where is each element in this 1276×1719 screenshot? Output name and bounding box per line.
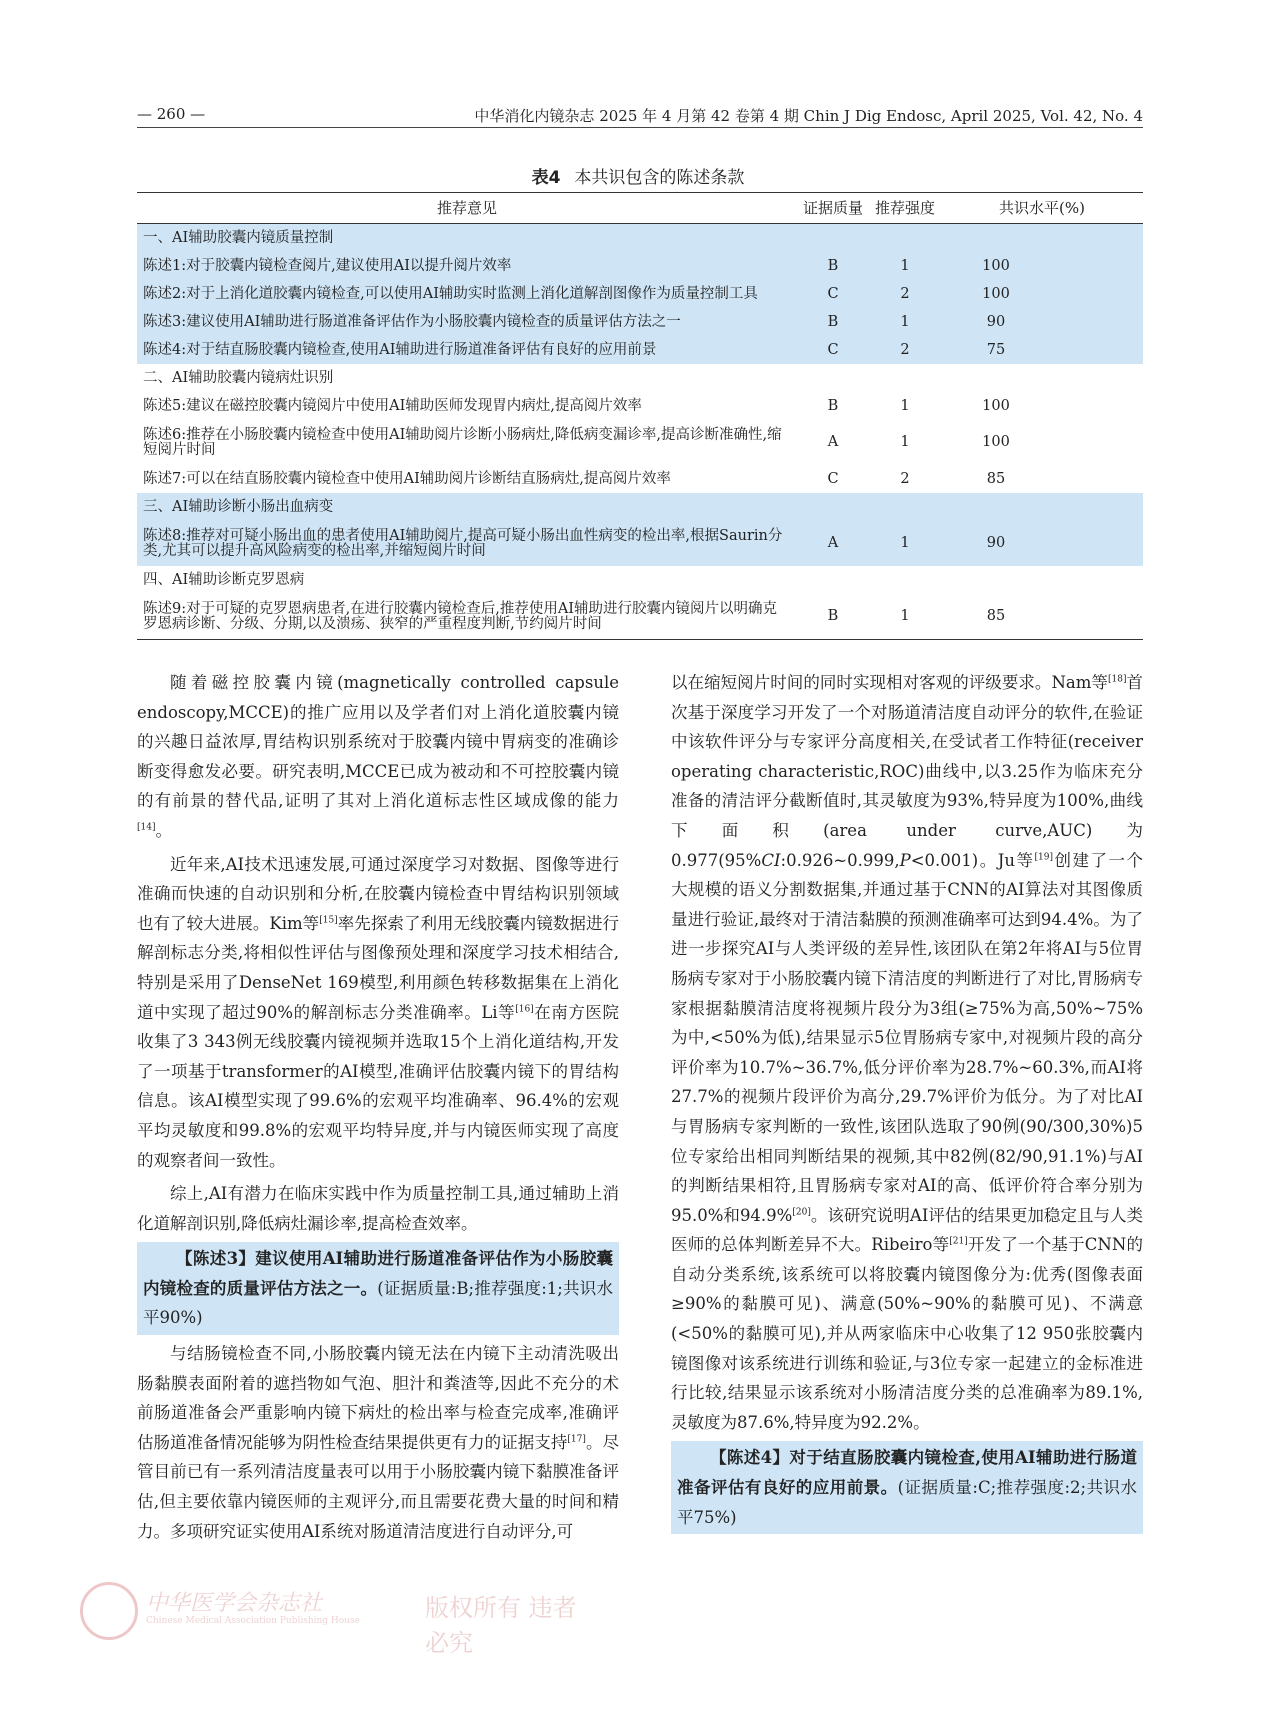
paragraph-text: 首次基于深度学习开发了一个对肠道清洁度自动评分的软件,在验证中该软件评分与专家评分高度相关,在受试者工作特征(receiver operating characteristic,ROC)曲线中,以3.25作为临床充分准备的清洁评分截断值时,其灵敏度为93%,特异度为100%,曲线下面积(area under curve,AUC)为0.977(95% [671,673,1144,870]
statement-text: 陈述9:对于可疑的克罗恩病患者,在进行胶囊内镜检查后,推荐使用AI辅助进行胶囊内镜阅片以明确克罗恩病诊断、分级、分期,以及溃疡、狭窄的严重程度判断,节约阅片时间 [137,594,797,640]
paragraph-text: 。 [155,820,172,840]
citation: [19] [1034,852,1053,863]
statements-table [137,192,1143,640]
recommendation-strength: 1 [869,308,941,336]
right-column [671,668,1143,1538]
evidence-quality: A [827,434,839,450]
publisher-name-en: Chinese Medical Association Publishing House [146,1616,360,1626]
th-evidence-quality: 证据质量 [797,193,869,224]
evidence-quality: C [827,470,839,487]
citation: [14] [137,822,156,833]
evidence-quality: C [797,280,869,308]
paragraph-text: :0.926~0.999, [780,850,900,870]
recommendation-strength: 2 [900,470,910,487]
consensus-level: 100 [982,434,1010,450]
evidence-quality: B [827,397,839,414]
consensus-level: 90 [941,308,1051,336]
running-header [137,101,1143,128]
consensus-level: 100 [941,252,1051,280]
recommendation-strength: 1 [900,434,910,450]
consensus-level: 85 [941,594,1051,640]
section-row [137,493,1143,521]
ci-symbol: CI [761,850,781,870]
consensus-level: 85 [986,470,1006,487]
paragraph [137,850,619,1176]
paragraph-text: 创建了一个大规模的语义分割数据集,并通过基于CNN的AI算法对其图像质量进行验证,最终对于清洁黏膜的预测准确率可达到94.4%。为了进一步探究AI与人类评级的差异性,该团队在第2年将AI与5位胃肠病专家对于小肠胶囊内镜下清洁度的判断进行了对比,胃肠病专家根据黏膜清洁度将视频片段分为3组(≥75%为高,50%~75%为中,<50%为低),结果显示5位胃肠病专家中,对视频片段的高分评价率为10.7%~36.7%,低分评价率为28.7%~60.3%,而AI将27.7%的视频片段评价为高分,29.7%评价为低分。为了对比AI与胃肠病专家判断的一致性,该团队选取了90例(90/300,30%)5位专家给出相同判断结果的视频,其中82例(82/90,91.1%)与AI的判断结果相符,且胃肠病专家对AI的高、低评价符合率分别为95.0%和94.9% [671,850,1144,1225]
evidence-quality: B [797,594,869,640]
recommendation-strength: 2 [869,280,941,308]
paragraph-text: <0.001)。Ju等 [910,850,1035,870]
page-number: — 260 — [137,105,206,123]
table-label: 表4 [531,168,561,188]
consensus-level: 75 [941,336,1051,364]
paragraph-text: 。尽管目前已有一系列清洁度量表可以用于小肠胶囊内镜下黏膜准备评估,但主要依靠内镜医师的主观评分,而且需要花费大量的时间和精力。多项研究证实使用AI系统对肠道清洁度进行自动评分,可 [137,1432,620,1541]
paragraph [137,1179,619,1238]
p-symbol: P [899,850,911,870]
citation: [16] [515,1004,534,1015]
statement-text: 陈述5:建议在磁控胶囊内镜阅片中使用AI辅助医师发现胃内病灶,提高阅片效率 [143,397,642,414]
paragraph-text: 随着磁控胶囊内镜(magnetically controlled capsule endoscopy,MCCE)的推广应用以及学者们对上消化道胶囊内镜的兴趣日益浓厚,胃结构识别系统对于胶囊内镜中胃病变的准确诊断变得愈发必要。研究表明,MCCE已成为被动和不可控胶囊内镜的有前景的替代品,证明了其对上消化道标志性区域成像的能力 [137,673,619,811]
paragraph [137,668,619,846]
table-row [137,594,1143,640]
recommendation-strength: 1 [869,594,941,640]
section-title: 一、AI辅助胶囊内镜质量控制 [137,224,1143,253]
callout-title: 【陈述4】对于结直肠胶囊内镜检查,使用AI辅助进行肠道准备评估有良好的应用前景。 [677,1448,1137,1498]
paragraph [671,668,1143,1437]
paragraph-text: 率先探索了利用无线胶囊内镜数据进行解剖标志分类,将相似性评估与图像预处理和深度学习技术相结合,特别是采用了DenseNet 169模型,利用颜色转移数据集在上消化道中实现了超过90%的解剖标志分类准确率。Li等 [137,913,619,1022]
statement-text: 陈述6:推荐在小肠胶囊内镜检查中使用AI辅助阅片诊断小肠病灶,降低病变漏诊率,提高诊断准确性,缩短阅片时间 [143,426,782,458]
statement-text: 陈述3:建议使用AI辅助进行肠道准备评估作为小肠胶囊内镜检查的质量评估方法之一 [137,308,797,336]
statement-4-callout [671,1441,1143,1534]
paragraph-text: 以在缩短阅片时间的同时实现相对客观的评级要求。Nam等 [671,673,1108,692]
table-row [137,280,1143,308]
table-row [137,521,1143,566]
recommendation-strength: 1 [869,252,941,280]
section-row [137,364,1143,392]
table-row [137,465,1143,493]
statement-text: 陈述2:对于上消化道胶囊内镜检查,可以使用AI辅助实时监测上消化道解剖图像作为质量控制工具 [137,280,797,308]
table-title: 本共识包含的陈述条款 [574,168,745,188]
publisher-logo-icon [80,1582,138,1640]
publisher-name-cn: 中华医学会杂志社 [146,1591,323,1616]
recommendation-strength: 1 [900,397,910,414]
table-row [137,420,1143,465]
paragraph [137,1339,619,1546]
citation: [17] [567,1434,586,1445]
left-column [137,668,619,1550]
paragraph-text: 。该研究说明AI评估的结果更加稳定且与人类医师的总体判断差异不大。Ribeiro等 [671,1205,1143,1255]
recommendation-strength: 2 [869,336,941,364]
table-header-row [137,193,1143,224]
callout-title: 【陈述3】建议使用AI辅助进行肠道准备评估作为小肠胶囊内镜检查的质量评估方法之一。 [143,1249,613,1298]
table-caption [0,163,1276,188]
section-title: 二、AI辅助胶囊内镜病灶识别 [143,369,334,386]
table-row [137,308,1143,336]
statement-text: 陈述4:对于结直肠胶囊内镜检查,使用AI辅助进行肠道准备评估有良好的应用前景 [137,336,797,364]
section-title: 三、AI辅助诊断小肠出血病变 [137,493,1143,521]
callout-grading: (证据质量:B;推荐强度:1;共识水平90%) [143,1278,614,1328]
statement-3-callout [137,1242,619,1335]
recommendation-strength: 1 [869,521,941,566]
citation: [18] [1107,674,1127,685]
evidence-quality: C [797,336,869,364]
table-row [137,252,1143,280]
section-row [137,224,1143,253]
statement-text: 陈述1:对于胶囊内镜检查阅片,建议使用AI以提升阅片效率 [137,252,797,280]
statement-text: 陈述7:可以在结直肠胶囊内镜检查中使用AI辅助阅片诊断结直肠病灶,提高阅片效率 [143,470,671,487]
publisher-watermark [80,1582,580,1657]
table-row [137,392,1143,420]
evidence-quality: B [797,308,869,336]
consensus-level: 100 [941,280,1051,308]
section-title: 四、AI辅助诊断克罗恩病 [143,571,305,588]
paragraph-text: 近年来,AI技术迅速发展,可通过深度学习对数据、图像等进行准确而快速的自动识别和分析,在胶囊内镜检查中胃结构识别领域也有了较大进展。Kim等 [137,854,619,933]
th-recommendation-strength: 推荐强度 [869,193,941,224]
section-row [137,566,1143,594]
consensus-level: 90 [941,521,1051,566]
citation: [21] [949,1236,968,1247]
callout-grading: (证据质量:C;推荐强度:2;共识水平75%) [677,1478,1138,1527]
consensus-level: 100 [982,397,1010,414]
citation: [20] [792,1207,811,1218]
statement-text: 陈述8:推荐对可疑小肠出血的患者使用AI辅助阅片,提高可疑小肠出血性病变的检出率,根据Saurin分类,尤其可以提升高风险病变的检出率,并缩短阅片时间 [137,521,797,566]
evidence-quality: B [797,252,869,280]
paragraph-text: 开发了一个基于CNN的自动分类系统,该系统可以将胶囊内镜图像分为:优秀(图像表面≥90%的黏膜可见)、满意(50%~90%的黏膜可见)、不满意(<50%的黏膜可见),并从两家临床中心收集了12 950张胶囊内镜图像对该系统进行训练和验证,与3位专家一起建立的金标准进行比较,结果显示该系统对小肠清洁度分类的总准确率为89.1%,灵敏度为87.6%,特异度为92.2%。 [671,1235,1143,1432]
journal-citation: 中华消化内镜杂志 2025 年 4 月第 42 卷第 4 期 Chin J Dig Endosc, April 2025, Vol. 42, No. 4 [474,107,1143,125]
evidence-quality: A [797,521,869,566]
th-recommendation: 推荐意见 [137,193,797,224]
paragraph-text: 在南方医院收集了3 343例无线胶囊内镜视频并选取15个上消化道结构,开发了一项基于transformer的AI模型,准确评估胶囊内镜下的胃结构信息。该AI模型实现了99.6%的宏观平均准确率、96.4%的宏观平均灵敏度和99.8%的宏观平均特异度,并与内镜医师实现了高度的观察者间一致性。 [137,1002,619,1170]
paragraph-text: 与结肠镜检查不同,小肠胶囊内镜无法在内镜下主动清洗吸出肠黏膜表面附着的遮挡物如气泡、胆汁和粪渣等,因此不充分的术前肠道准备会严重影响内镜下病灶的检出率与检查完成率,准确评估肠道准备情况能够为阴性检查结果提供更有力的证据支持 [137,1344,619,1452]
paragraph-text: 综上,AI有潜力在临床实践中作为质量控制工具,通过辅助上消化道解剖识别,降低病灶漏诊率,提高检查效率。 [137,1184,619,1233]
citation: [15] [319,915,338,926]
th-consensus-level: 共识水平(%) [941,193,1143,224]
table-row [137,336,1143,364]
copyright-slogan: 版权所有 违者必究 [425,1594,577,1657]
